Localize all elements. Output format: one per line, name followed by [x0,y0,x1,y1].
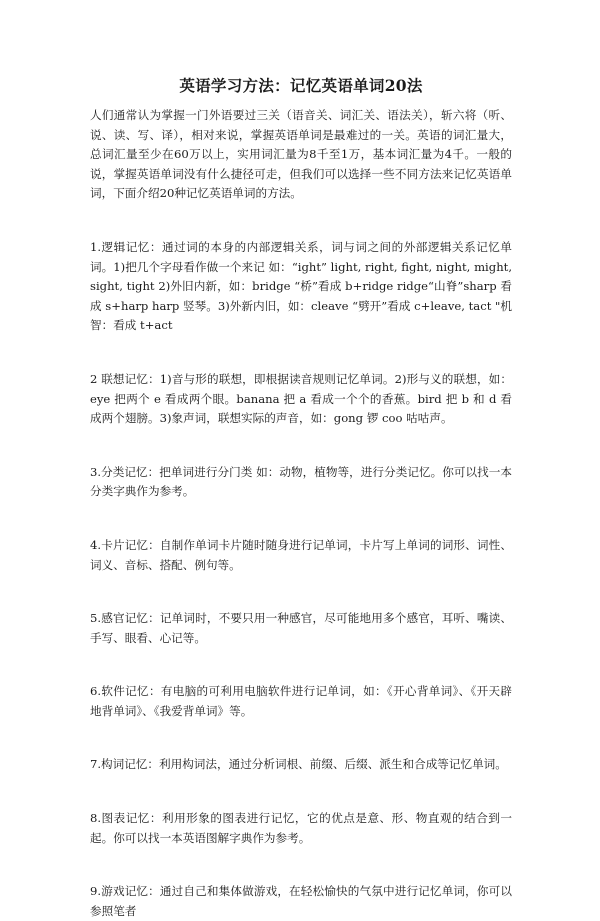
intro-paragraph: 人们通常认为掌握一门外语要过三关（语音关、词汇关、语法关），斩六将（听、说、读、写、译），相对来说，掌握英语单词是最难过的一关。英语的词汇量大，总词汇量至少在60万以上，实用词汇量为8千至1万，基本词汇量为4千。一般的说，掌握英语单词没有什么捷径可走，但我们可以选择一些不同方法来记忆英语单词，下面介绍20种记忆英语单词的方法。 [90,108,512,201]
section-association-memory: 2 联想记忆：1)音与形的联想，即根据读音规则记忆单词。2)形与义的联想，如：eye 把两个 e 看成两个眼。banana 把 a 看成一个个的香蕉。bird 把 b 和 d 看成两个翅膀。3)象声词，联想实际的声音，如：gong 锣 coo 咕咕声。 [90,371,512,426]
section-logic-memory: 1.逻辑记忆：通过词的本身的内部逻辑关系，词与词之间的外部逻辑关系记忆单词。1)把几个字母看作做一个来记 如：“ight” light, right, fight, night, might, sight, tight 2)外旧内新，如：bridge “桥”看成 b+ridge ridge“山脊”sharp 看成 s+harp harp 竖琴。3)外新内旧，如：cleave “劈开”看成 c+leave, tact "机智：看成 t+act [90,239,512,333]
section-chart-memory: 8.图表记忆：利用形象的图表进行记忆，它的优点是意、形、物直观的结合到一起。你可以找一本英语图解字典作为参考。 [90,811,512,845]
section-card-memory: 4.卡片记忆：自制作单词卡片随时随身进行记单词，卡片写上单词的词形、词性、词义、音标、搭配、例句等。 [90,537,512,572]
section-software-memory: 6.软件记忆：有电脑的可利用电脑软件进行记单词，如：《开心背单词》、《开天辟地背单词》、《我爱背单词》等。 [90,684,512,718]
section-senses-memory: 5.感官记忆：记单词时，不要只用一种感官，尽可能地用多个感官，耳听、嘴读、手写、眼看、心记等。 [90,611,512,645]
section-game-memory: 9.游戏记忆：通过自己和集体做游戏，在轻松愉快的气氛中进行记忆单词，你可以参照笔者 [90,884,512,918]
document-title: 英语学习方法：记忆英语单词20法 [179,76,423,95]
section-category-memory: 3.分类记忆：把单词进行分门类 如：动物，植物等，进行分类记忆。你可以找一本分类字典作为参考。 [90,464,512,499]
section-word-formation-memory: 7.构词记忆：利用构词法，通过分析词根、前缀、后缀、派生和合成等记忆单词。 [90,757,507,772]
